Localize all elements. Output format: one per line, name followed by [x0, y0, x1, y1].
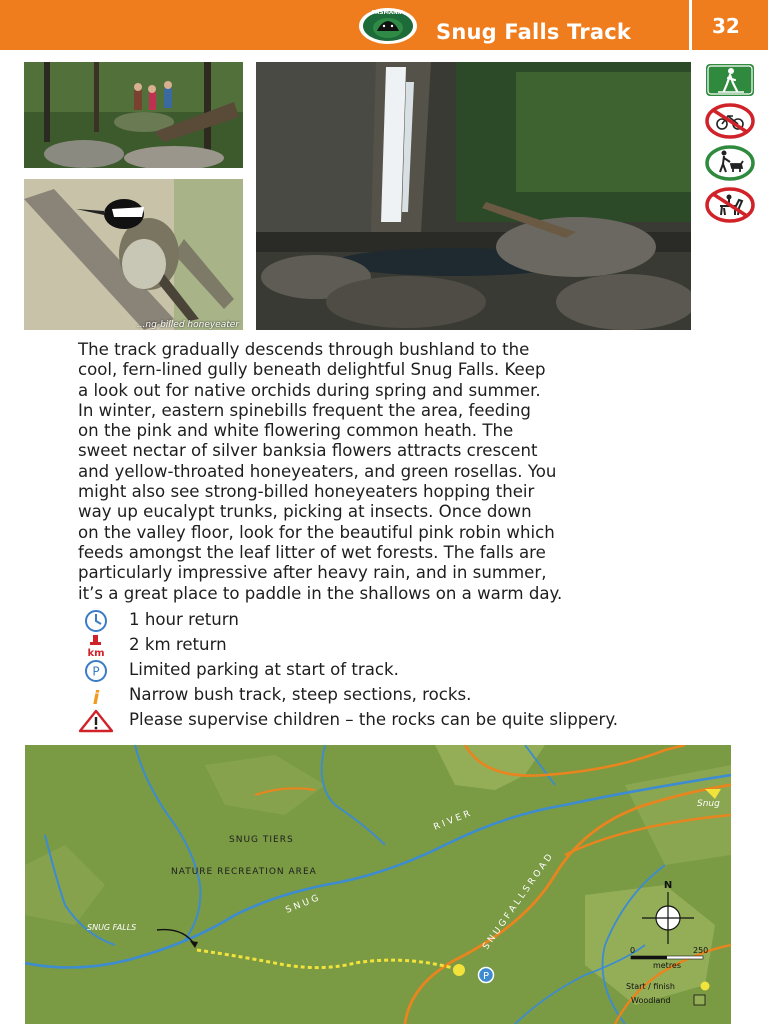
distance-text: 2 km return	[129, 635, 227, 654]
track-map	[25, 745, 731, 1024]
warning-text: Please supervise children – the rocks can be quite slippery.	[129, 710, 619, 729]
map-area-label-2: NATURE RECREATION AREA	[171, 867, 317, 877]
no-bicycles-icon	[704, 102, 756, 140]
description-line: it’s a great place to paddle in the shallows on a warm day.	[78, 583, 563, 603]
scale-end: 250	[693, 946, 709, 955]
description-line: a look out for native orchids during spring and summer.	[78, 380, 541, 400]
description-line: sweet nectar of silver banksia flowers attracts crescent	[78, 441, 538, 461]
description-line: and yellow-throated honeyeaters, and green rosellas. You	[78, 461, 557, 481]
description-line: The track gradually descends through bushland to the	[78, 340, 530, 359]
fact-time	[78, 609, 718, 633]
parking-icon	[78, 659, 114, 683]
page-title: Snug Falls Track	[436, 20, 632, 44]
description-line: cool, fern-lined gully beneath delightful Snug Falls. Keep	[78, 360, 546, 380]
duration-text: 1 hour return	[129, 610, 239, 629]
dogs-on-lead-icon	[704, 144, 756, 182]
page-number: 32	[712, 14, 740, 38]
fact-warning	[78, 709, 718, 733]
fact-parking	[78, 659, 718, 683]
scale-start: 0	[630, 946, 636, 955]
parking-text: Limited parking at start of track.	[129, 660, 399, 679]
warning-icon	[78, 709, 114, 733]
walking-allowed-icon	[704, 62, 756, 100]
fact-distance	[78, 634, 718, 658]
description-line: on the pink and white flowering common heath. The	[78, 421, 514, 441]
parking-icon-label: P	[92, 664, 100, 679]
info-icon-label: i	[92, 687, 100, 708]
header-divider	[689, 0, 692, 50]
north-label: N	[663, 880, 673, 891]
map-area-label-1: SNUG TIERS	[229, 835, 294, 845]
waterfall-photo	[256, 62, 691, 330]
no-horses-icon	[704, 186, 756, 224]
logo-lettering: TASMANIA	[371, 10, 405, 16]
map-road-label: S N U G F A L L S R O A D	[481, 852, 555, 952]
scale-unit: metres	[652, 961, 682, 970]
map-town-label: Snug	[697, 799, 720, 809]
parks-tasmania-logo	[357, 5, 419, 45]
start-finish-marker	[453, 964, 465, 976]
description-line: might also see strong-billed honeyeaters hopping their	[78, 482, 535, 502]
distance-icon	[78, 634, 114, 658]
clock-icon	[78, 609, 114, 633]
map-parking-label: P	[482, 971, 490, 982]
legend-start-swatch	[701, 982, 710, 991]
fact-conditions	[78, 684, 718, 708]
legend-woodland-swatch	[694, 995, 705, 1005]
honeyeater-photo	[24, 179, 243, 330]
page-header	[0, 0, 768, 50]
description-line: feeds amongst the leaf litter of wet forests. The falls are	[78, 542, 546, 562]
distance-icon-label: km	[87, 648, 105, 658]
description-line: on the valley floor, look for the beautiful pink robin which	[78, 522, 555, 542]
bird-photo-caption: ...ng-billed honeyeater	[136, 320, 239, 330]
track-description	[78, 340, 683, 604]
conditions-text: Narrow bush track, steep sections, rocks.	[129, 685, 472, 704]
legend-start-label: Start / finish	[626, 982, 675, 991]
hikers-photo	[24, 62, 243, 168]
map-falls-label: SNUG FALLS	[87, 923, 137, 932]
map-river-label: R I V E R	[432, 809, 472, 833]
map-drawing	[25, 745, 731, 1024]
legend-woodland-label: Woodland	[631, 996, 671, 1005]
map-snug-label: S N U G	[284, 893, 321, 916]
info-icon	[78, 684, 114, 708]
description-line: particularly impressive after heavy rain, and in summer,	[78, 563, 547, 583]
description-line: In winter, eastern spinebills frequent the area, feeding	[78, 400, 531, 420]
description-line: way up eucalypt trunks, picking at insects. Once down	[78, 502, 532, 522]
